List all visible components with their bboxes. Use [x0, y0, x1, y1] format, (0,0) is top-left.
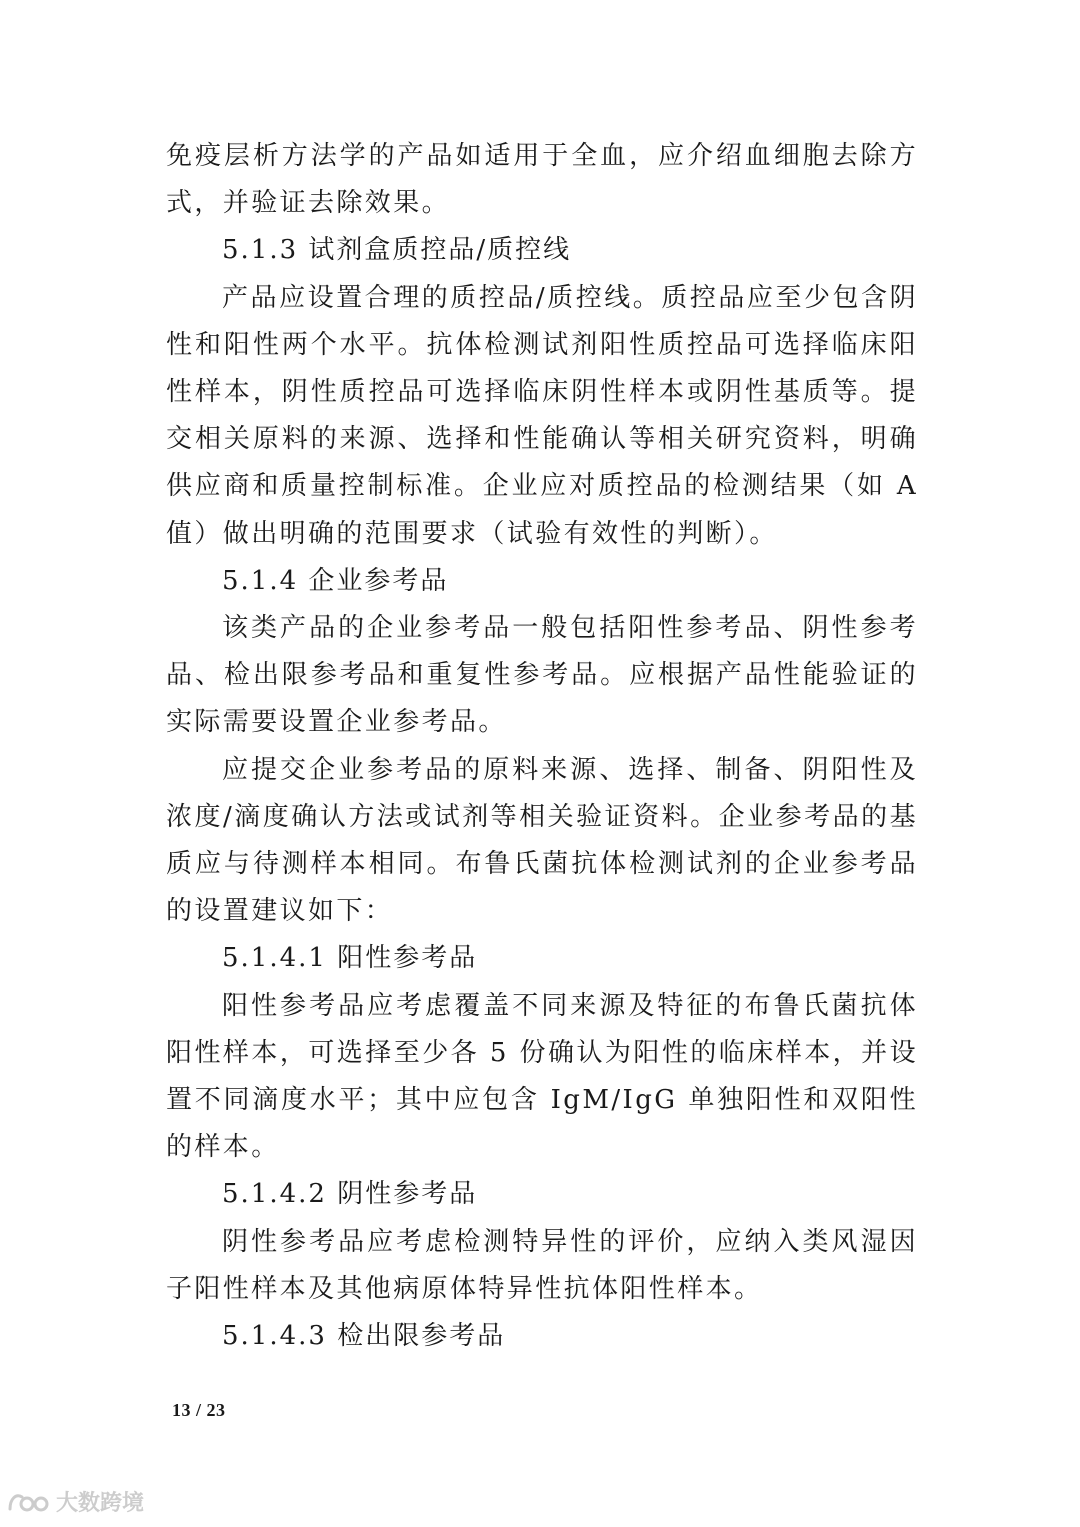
watermark [6, 1486, 144, 1517]
brand-logo-icon [6, 1489, 52, 1515]
paragraph: 产品应设置合理的质控品/质控线。质控品应至少包含阴性和阳性两个水平。抗体检测试剂阳性质控品可选择临床阳性样本，阴性质控品可选择临床阴性样本或阴性基质等。提交相关原料的来源、选择和性能确认等相关研究资料，明确供应商和质量控制标准。企业应对质控品的检测结果（如 A 值）做出明确的范围要求（试验有效性的判断）。 [166, 282, 918, 549]
paragraph: 该类产品的企业参考品一般包括阳性参考品、阴性参考品、检出限参考品和重复性参考品。应根据产品性能验证的实际需要设置企业参考品。 [166, 613, 918, 738]
paragraph: 阴性参考品应考虑检测特异性的评价，应纳入类风湿因子阳性样本及其他病原体特异性抗体阳性样本。 [166, 1226, 918, 1304]
page-number: 13 / 23 [172, 1400, 226, 1420]
watermark-text: 大数跨境 [56, 1491, 145, 1516]
section-heading: 5.1.4.3 检出限参考品 [222, 1321, 506, 1352]
paragraph: 应提交企业参考品的原料来源、选择、制备、阴阳性及浓度/滴度确认方法或试剂等相关验证资料。企业参考品的基质应与待测样本相同。布鲁氏菌抗体检测试剂的企业参考品的设置建议如下： [166, 754, 918, 927]
paragraph: 阳性参考品应考虑覆盖不同来源及特征的布鲁氏菌抗体阳性样本，可选择至少各 5 份确认为阳性的临床样本，并设置不同滴度水平；其中应包含 IgM/IgG 单独阳性和双阳性的样本。 [166, 990, 918, 1163]
section-heading: 5.1.3 试剂盒质控品/质控线 [222, 235, 572, 266]
section-heading: 5.1.4 企业参考品 [222, 565, 449, 596]
section-heading: 5.1.4.2 阴性参考品 [222, 1179, 478, 1210]
paragraph: 免疫层析方法学的产品如适用于全血，应介绍血细胞去除方式，并验证去除效果。 [166, 141, 918, 219]
section-heading: 5.1.4.1 阳性参考品 [222, 943, 478, 974]
document-body [166, 133, 918, 1360]
